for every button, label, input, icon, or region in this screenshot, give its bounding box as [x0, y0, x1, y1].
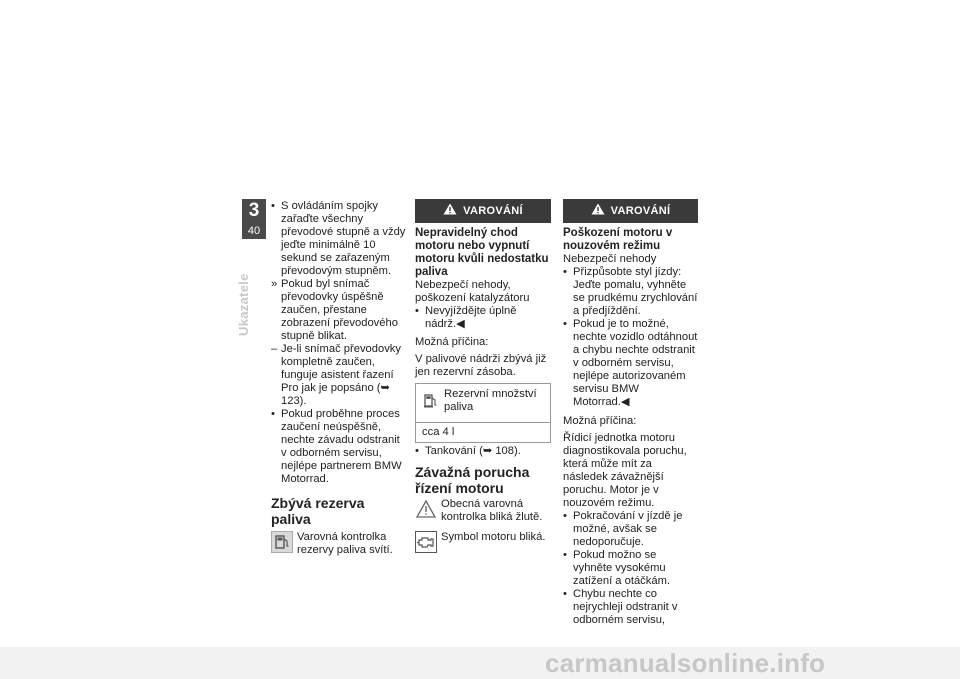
- warning-body: Nebezpečí nehody, poškození katalyzátoru: [415, 279, 530, 304]
- fuel-reserve-row: [271, 531, 407, 557]
- section-label: Ukazatele: [236, 273, 251, 336]
- list-item: • Přizpůsobte styl jízdy: Jeďte pomalu, vyhněte se prudkému zrychlování a předjíždění.: [563, 266, 698, 317]
- warning-label: VAROVÁNÍ: [610, 204, 671, 217]
- table-row: [416, 384, 550, 423]
- list-item: • S ovládáním spojky zařaďte všechny převodové stupně a vždy jeďte minimálně 10 sekund se zařazeným převodovým stupněm.: [271, 200, 406, 277]
- column-2: [415, 199, 551, 553]
- page-number: 40: [247, 225, 261, 237]
- list-item: • Pokud je to možné, nechte vozidlo odtáhnout a chybu nechte odstranit v odborném servisu, nejlépe autorizovaném servisu BMW Motorrad.◀: [563, 318, 698, 408]
- cause-text: V palivové nádrži zbývá již jen rezervní zásoba.: [415, 353, 547, 378]
- warning-light-row: [415, 498, 551, 524]
- cause-label: Možná příčina:: [415, 336, 489, 348]
- table-value: cca 4 l: [422, 426, 455, 438]
- fuel-pump-icon: [422, 388, 438, 418]
- list-item: • Pokud proběhne proces zaučení neúspěšně, nechte závadu odstranit v odborném servisu, nejlépe partnerem BMW Motorrad.: [271, 408, 402, 485]
- chapter-number: 3: [248, 200, 260, 221]
- engine-symbol-text: Symbol motoru bliká.: [441, 531, 546, 543]
- list-item: » Pokud byl snímač převodovky úspěšně zaučen, přestane zobrazení převodového stupně blikat.: [271, 278, 398, 342]
- warning-title: Poškození motoru v nouzovém režimu: [563, 227, 673, 252]
- warning-body: Nebezpečí nehody: [563, 253, 657, 265]
- cause-label: Možná příčina:: [563, 415, 637, 427]
- warning-bar: [415, 199, 551, 223]
- warning-triangle-icon: [443, 203, 463, 219]
- engine-symbol-row: [415, 531, 551, 553]
- engine-fault-heading: Závažná porucha řízení motoru: [415, 464, 530, 496]
- list-item: • Pokud možno se vyhněte vysokému zatížení a otáčkám.: [563, 549, 671, 587]
- fuel-reserve-heading: Zbývá rezerva paliva: [271, 495, 365, 527]
- fuel-reserve-text: Varovná kontrolka rezervy paliva svítí.: [297, 531, 393, 556]
- warning-label: VAROVÁNÍ: [463, 204, 523, 217]
- fuel-pump-icon: [271, 531, 293, 553]
- warning-light-text: Obecná varovná kontrolka bliká žlutě.: [441, 498, 543, 523]
- warning-title: Nepravidelný chod motoru nebo vypnutí motoru kvůli nedostatku paliva: [415, 227, 549, 278]
- engine-icon: [415, 531, 437, 553]
- list-item: • Tankování (➥ 108).: [415, 445, 521, 457]
- list-item: • Nevyjíždějte úplně nádrž.◀: [415, 305, 517, 330]
- list-item: • Pokračování v jízdě je možné, avšak se nedoporučuje.: [563, 510, 683, 548]
- list-item: • Chybu nechte co nejrychleji odstranit v odborném servisu,: [563, 588, 678, 626]
- value-table: [415, 383, 551, 443]
- warning-triangle-icon: [591, 203, 611, 219]
- cause-text: Řídicí jednotka motoru diagnostikovala poruchu, která může mít za následek závažnější poruchu. Motor je v nouzovém režimu.: [563, 432, 687, 509]
- warning-bar: [563, 199, 698, 223]
- table-label: Rezervní množství paliva: [444, 388, 537, 413]
- warning-light-icon: [415, 498, 437, 520]
- column-1: [271, 200, 407, 557]
- watermark: carmanualsonline.info: [545, 648, 826, 678]
- column-3: [563, 199, 698, 627]
- list-item: – Je-li snímač převodovky kompletně zaučen, funguje asistent řazení Pro jak je popsáno (➥ 123).: [271, 343, 401, 407]
